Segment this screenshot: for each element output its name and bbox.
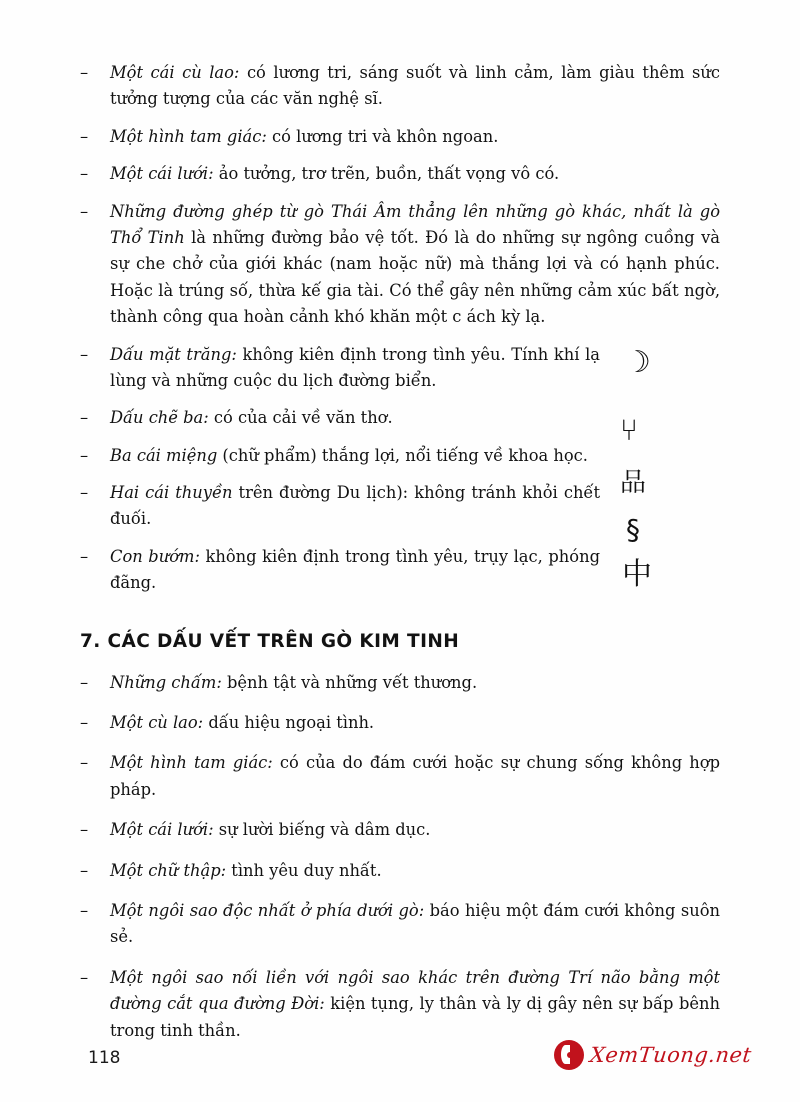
list-item	[80, 965, 720, 1044]
term-label: Dấu chẽ ba:	[110, 408, 209, 428]
bullet-dash: –	[80, 201, 89, 221]
term-description: tình yêu duy nhất.	[226, 860, 382, 880]
bullet-dash: –	[80, 164, 89, 184]
bullet-dash: –	[80, 860, 89, 880]
term-description: không kiên định trong tình yêu. Tính khí lạ lùng và những cuộc du lịch đường biển.	[110, 344, 600, 390]
term-label: Dấu mặt trăng:	[110, 344, 237, 364]
term-label: Một chữ thập:	[110, 860, 227, 880]
list-item	[80, 710, 720, 736]
term-label: Một cù lao:	[110, 713, 204, 733]
term-label: Một cái lưới:	[110, 820, 214, 840]
term-label: Hai cái thuyền	[110, 483, 233, 503]
term-description: kiện tụng, ly thân và ly dị gây nên sự bấp bênh trong tinh thần.	[110, 994, 720, 1040]
term-description: có lương tri và khôn ngoan.	[266, 126, 499, 146]
two-boats-glyph: §	[626, 513, 640, 546]
page-number: 118	[88, 1048, 121, 1068]
term-description: sự lười biếng và dâm dục.	[213, 820, 431, 840]
term-description: có lương tri, sáng suốt và linh cảm, làm giàu thêm sức tưởng tượng của các văn nghệ sĩ.	[110, 63, 720, 109]
term-label: Một ngôi sao độc nhất ở phía dưới gò:	[110, 900, 425, 920]
term-label: Những đường ghép từ gò Thái Âm thẳng lên những gò khác, nhất là gò Thổ Tinh	[110, 201, 720, 247]
bullet-list-top	[80, 60, 720, 597]
term-label: Một ngôi sao nối liền với ngôi sao khác trên đường Trí não bằng một đường cắt qua đường Đời:	[110, 967, 720, 1014]
list-item	[80, 124, 720, 150]
section-heading: 7. CÁC DẤU VẾT TRÊN GÒ KIM TINH	[80, 630, 460, 652]
list-item	[80, 750, 720, 803]
term-label: Một hình tam giác:	[110, 753, 273, 773]
butterfly-glyph: 中	[622, 557, 652, 592]
term-label: Một hình tam giác:	[110, 126, 267, 146]
term-description: có của cải về văn thơ.	[208, 408, 393, 428]
list-item	[80, 60, 720, 113]
bullet-dash: –	[80, 753, 89, 773]
list-item	[80, 161, 720, 187]
bullet-dash: –	[80, 445, 89, 465]
term-label: Một cái lưới:	[110, 164, 214, 184]
term-description: ảo tưởng, trơ trẽn, buồn, thất vọng vô có.	[213, 164, 560, 184]
bullet-dash: –	[80, 408, 89, 428]
watermark	[554, 1040, 752, 1070]
bullet-dash: –	[80, 672, 89, 692]
bullet-dash: –	[80, 63, 89, 82]
bullet-dash: –	[80, 483, 89, 503]
term-description: có của do đám cưới hoặc sự chung sống không hợp pháp.	[110, 753, 720, 799]
bullet-dash: –	[80, 900, 89, 920]
bullet-dash: –	[80, 713, 89, 733]
bullet-dash: –	[80, 546, 89, 566]
term-description: là những đường bảo vệ tốt. Đó là do những sự ngông cuồng và sự che chở của giới khác (nam hoặc nữ) mà thắng lợi và có hạnh phúc. Hoặc là trúng số, thừa kế gia tài. Có thể gây nên những cảm xúc bất ngờ, thành công qua hoàn cảnh khó khăn một c ách kỳ lạ.	[110, 227, 720, 327]
term-description: báo hiệu một đám cưới không suôn sẻ.	[110, 900, 720, 947]
term-description: bệnh tật và những vết thương.	[221, 672, 478, 692]
term-label: Những chấm:	[110, 672, 222, 692]
section-7-wrap	[80, 631, 720, 1044]
list-item	[80, 817, 720, 843]
bullet-dash: –	[80, 126, 89, 146]
trident-sign-glyph: ⑂	[620, 413, 638, 448]
bullet-dash: –	[80, 344, 89, 364]
term-label: Ba cái miệng	[110, 445, 218, 465]
list-item	[80, 199, 720, 331]
moon-sign-glyph: ☽	[624, 345, 651, 380]
yin-yang-icon	[554, 1040, 584, 1070]
bullet-dash: –	[80, 820, 89, 840]
term-label: Một cái cù lao:	[110, 63, 240, 82]
term-description: trên đường Du lịch): không tránh khỏi chết đuối.	[110, 483, 600, 529]
three-mouths-glyph: 品	[620, 468, 647, 498]
bullet-list-section-7	[80, 670, 720, 1044]
list-item	[80, 898, 720, 951]
term-description: không kiên định trong tình yêu, trụy lạc, phóng đãng.	[110, 546, 600, 593]
list-item	[80, 670, 720, 696]
watermark-text: XemTuong.net	[589, 1043, 754, 1067]
list-item	[80, 858, 720, 884]
bullet-dash: –	[80, 967, 89, 987]
term-description: (chữ phẩm) thắng lợi, nổi tiếng về khoa học.	[217, 445, 588, 465]
term-label: Con bướm:	[110, 546, 200, 566]
term-description: dấu hiệu ngoại tình.	[203, 713, 375, 733]
